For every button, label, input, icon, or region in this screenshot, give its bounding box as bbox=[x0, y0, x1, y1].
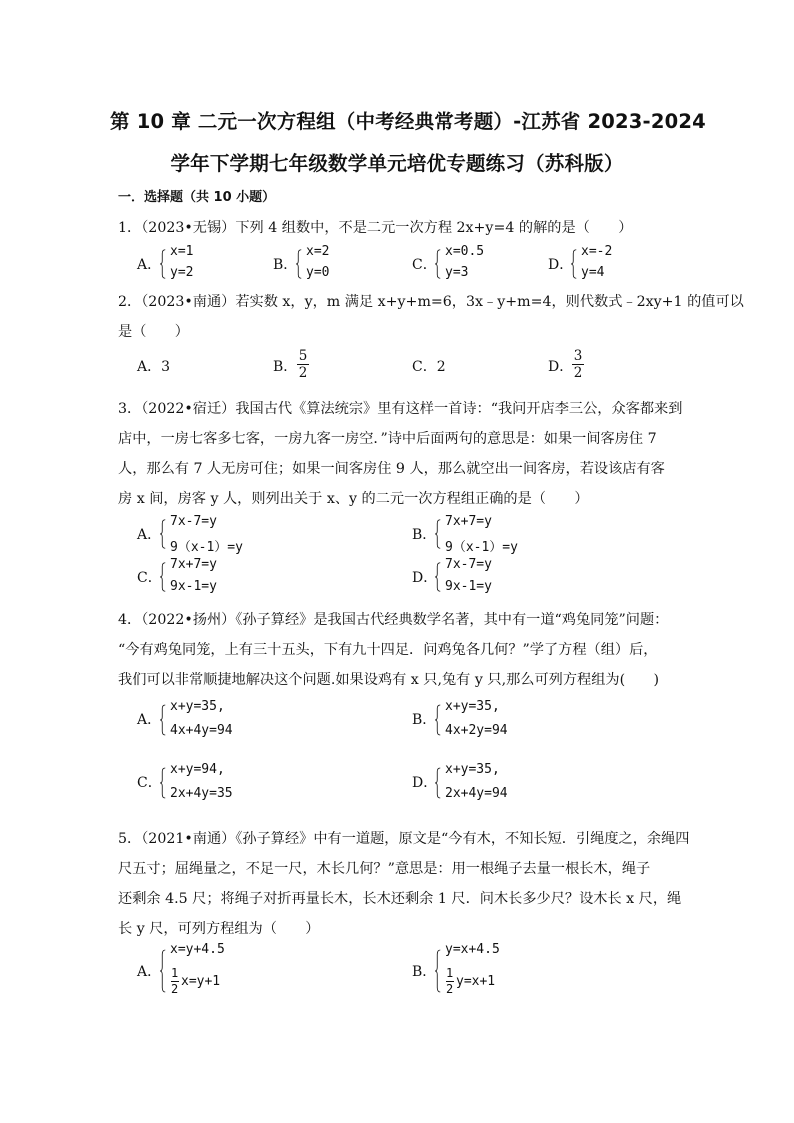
option-label: B． bbox=[412, 527, 437, 543]
question-3-line-2: 店中，一房七客多七客，一房九客一房空．”诗中后面两句的意思是：如果一间客房住 7 bbox=[118, 431, 657, 447]
numerator: 3 bbox=[573, 348, 583, 364]
question-1-text: 1．（2023•无锡）下列 4 组数中，不是二元一次方程 2x+y=4 的解的是（ ） bbox=[118, 220, 633, 236]
equation-1: y=x+4.5 bbox=[445, 942, 500, 957]
equation-1: x=y+4.5 bbox=[170, 942, 225, 957]
document-title-line-2: 学年下学期七年级数学单元培优专题练习（苏科版） bbox=[170, 152, 624, 175]
question-2-option-d[interactable] bbox=[548, 348, 608, 384]
denominator: 2 bbox=[573, 365, 583, 381]
equation-1: 7x-7=y bbox=[445, 557, 492, 572]
left-brace-icon bbox=[296, 244, 302, 284]
equation-1: 7x+7=y bbox=[170, 557, 217, 572]
left-brace-icon bbox=[160, 762, 166, 804]
question-5-line-1: 5．（2021•南通）《孙子算经》中有一道题，原文是“今有木，不知长短．引绳度之，余绳四 bbox=[118, 831, 690, 847]
equation-2: 2x+4y=94 bbox=[445, 786, 508, 801]
section-heading: 一．选择题（共 10 小题） bbox=[118, 190, 276, 205]
question-5-option-b[interactable] bbox=[412, 942, 612, 1000]
option-label: A． bbox=[137, 712, 162, 728]
option-label: B． bbox=[412, 964, 437, 980]
equation-1: 7x-7=y bbox=[170, 514, 217, 529]
option-label: C． bbox=[412, 257, 437, 273]
equation-2: 9x-1=y bbox=[445, 579, 492, 594]
question-2-line-2: 是（ ） bbox=[118, 324, 189, 340]
left-brace-icon bbox=[435, 699, 441, 741]
equation-1: x+y=94, bbox=[170, 762, 225, 777]
question-5-line-2: 尺五寸；屈绳量之，不足一尺，木长几何？”意思是：用一根绳子去量一根长木，绳子 bbox=[118, 861, 651, 877]
equation-2: y=x+1 bbox=[456, 974, 496, 989]
numerator: 5 bbox=[298, 348, 308, 364]
equation-2: 4x+4y=94 bbox=[170, 723, 233, 738]
left-brace-icon bbox=[160, 942, 166, 1000]
option-label: D． bbox=[412, 775, 438, 791]
option-label: C． bbox=[137, 775, 162, 791]
option-label: D． bbox=[412, 570, 438, 586]
option-label: D． bbox=[548, 257, 574, 273]
question-3-line-3: 人，那么有 7 人无房可住；如果一间客房住 9 人，那么就空出一间客房，若设该店有客 bbox=[118, 461, 665, 477]
equation-1: x+y=35, bbox=[445, 699, 500, 714]
equation-1: x+y=35, bbox=[445, 762, 500, 777]
equation-1: 7x+7=y bbox=[445, 514, 492, 529]
question-5-option-a[interactable] bbox=[137, 942, 337, 1000]
equation-1: x=0.5 bbox=[445, 244, 485, 259]
left-brace-icon bbox=[160, 514, 166, 554]
half-numerator: 1 bbox=[446, 966, 454, 980]
document-title-line-1: 第 10 章 二元一次方程组（中考经典常考题）-江苏省 2023-2024 bbox=[110, 110, 706, 133]
equation-2: x=y+1 bbox=[181, 974, 221, 989]
equation-2: y=4 bbox=[581, 265, 605, 280]
half-numerator: 1 bbox=[171, 966, 179, 980]
equation-2: 9（x-1）=y bbox=[445, 540, 518, 555]
equation-1: x=1 bbox=[170, 244, 194, 259]
left-brace-icon bbox=[435, 942, 441, 1000]
equation-2: y=3 bbox=[445, 265, 469, 280]
option-value: 3 bbox=[161, 359, 171, 375]
equation-1: x=2 bbox=[306, 244, 330, 259]
left-brace-icon bbox=[160, 244, 166, 284]
left-brace-icon bbox=[435, 514, 441, 554]
option-label: A． bbox=[137, 964, 162, 980]
left-brace-icon bbox=[571, 244, 577, 284]
option-label: A． bbox=[137, 359, 162, 375]
option-label: B． bbox=[412, 712, 437, 728]
question-2-option-c[interactable] bbox=[412, 356, 446, 376]
equation-2: 9（x-1）=y bbox=[170, 540, 243, 555]
equation-1: x+y=35, bbox=[170, 699, 225, 714]
left-brace-icon bbox=[160, 699, 166, 741]
option-label: C． bbox=[137, 570, 162, 586]
left-brace-icon bbox=[435, 557, 441, 597]
question-2-option-a[interactable] bbox=[137, 356, 170, 376]
equation-2: y=2 bbox=[170, 265, 194, 280]
question-4-line-3: 我们可以非常顺捷地解决这个问题.如果设鸡有 x 只,兔有 y 只,那么可列方程组为( ) bbox=[118, 672, 660, 688]
question-4-line-1: 4．（2022•扬州）《孙子算经》是我国古代经典数学名著，其中有一道“鸡兔同笼”问题： bbox=[118, 612, 669, 628]
equation-2: 9x-1=y bbox=[170, 579, 217, 594]
equation-2: y=0 bbox=[306, 265, 330, 280]
equation-2: 4x+2y=94 bbox=[445, 723, 508, 738]
left-brace-icon bbox=[435, 762, 441, 804]
equation-2: 2x+4y=35 bbox=[170, 786, 233, 801]
denominator: 2 bbox=[298, 365, 308, 381]
fraction bbox=[297, 348, 309, 381]
question-3-line-1: 3．（2022•宿迁）我国古代《算法统宗》里有这样一首诗：“我问开店李三公，众客都来到 bbox=[118, 401, 683, 417]
option-value: 2 bbox=[436, 359, 446, 375]
left-brace-icon bbox=[435, 244, 441, 284]
option-label: A． bbox=[137, 257, 162, 273]
question-3-line-4: 房 x 间，房客 y 人，则列出关于 x、y 的二元一次方程组正确的是（ ） bbox=[118, 491, 589, 507]
option-label: A． bbox=[137, 527, 162, 543]
question-2-option-b[interactable] bbox=[273, 348, 333, 384]
option-label: D． bbox=[548, 359, 574, 375]
option-label: B． bbox=[273, 257, 298, 273]
fraction bbox=[572, 348, 584, 381]
question-4-line-2: “今有鸡兔同笼，上有三十五头，下有九十四足．问鸡兔各几何？”学了方程（组）后， bbox=[118, 642, 658, 658]
left-brace-icon bbox=[160, 557, 166, 597]
half-denominator: 2 bbox=[446, 982, 454, 996]
question-2-line-1: 2．（2023•南通）若实数 x，y，m 满足 x+y+m=6，3x﹣y+m=4，则代数式﹣2xy+1 的值可以 bbox=[118, 294, 744, 310]
equation-1: x=-2 bbox=[581, 244, 613, 259]
option-label: C． bbox=[412, 359, 437, 375]
option-label: B． bbox=[273, 359, 298, 375]
question-5-line-3: 还剩余 4.5 尺；将绳子对折再量长木，长木还剩余 1 尺．问木长多少尺？设木长 x 尺，绳 bbox=[118, 891, 682, 907]
half-denominator: 2 bbox=[171, 982, 179, 996]
question-5-line-4: 长 y 尺，可列方程组为（ ） bbox=[118, 921, 320, 937]
